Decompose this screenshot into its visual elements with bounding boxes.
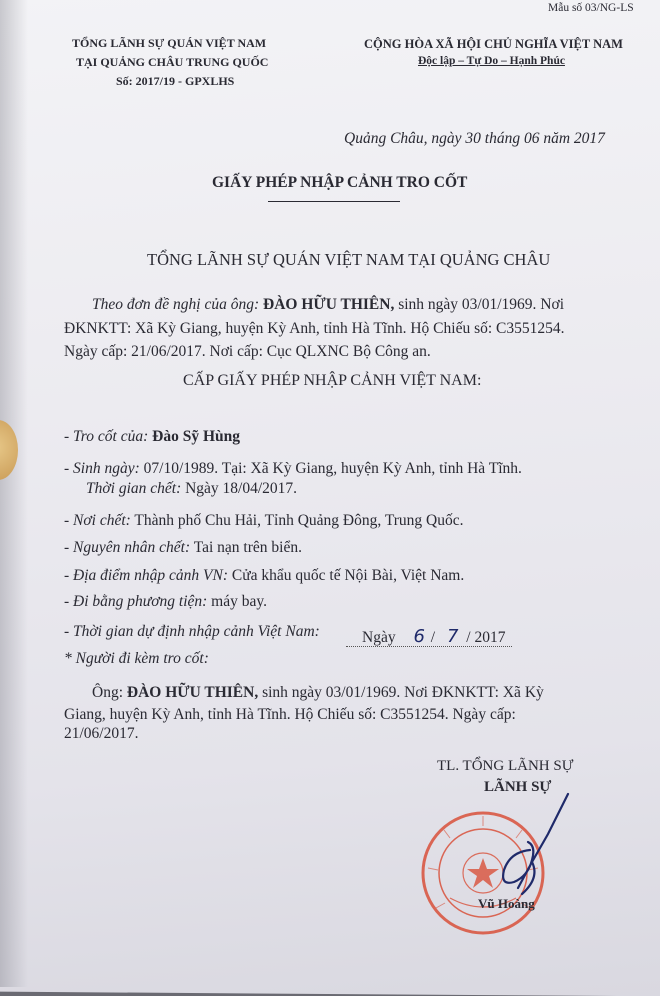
entry-time-label: - Thời gian dự định nhập cảnh Việt Nam: [64, 623, 320, 640]
national-motto: Độc lập – Tự Do – Hạnh Phúc [418, 55, 565, 67]
form-number: Mẫu số 03/NG-LS [548, 2, 634, 14]
transport-value: máy bay. [211, 593, 267, 610]
transport-row [64, 593, 267, 611]
entry-point-label: - Địa điểm nhập cảnh VN: [64, 567, 229, 584]
death-place-value: Thành phố Chu Hải, Tỉnh Quảng Đông, Trung Quốc. [134, 512, 464, 529]
applicant-name: ĐÀO HỮU THIÊN, [263, 296, 395, 313]
request-line-1 [92, 296, 564, 314]
place-date: Quảng Châu, ngày 30 tháng 06 năm 2017 [344, 130, 605, 147]
transport-label: - Đi bằng phương tiện: [64, 593, 208, 610]
entry-year: / 2017 [466, 629, 506, 646]
handwritten-signature [470, 790, 580, 910]
cause-row [64, 539, 302, 557]
companion-line-3: 21/06/2017. [64, 725, 139, 742]
companion-prefix: Ông: [92, 684, 123, 701]
signatory-title: LÃNH SỰ [484, 779, 552, 795]
deceased-name: Đào Sỹ Hùng [152, 428, 240, 445]
applicant-dob: sinh ngày 03/01/1969. Nơi [398, 296, 564, 313]
document-title: GIẤY PHÉP NHẬP CẢNH TRO CỐT [212, 174, 468, 191]
entry-day-handwritten: 6 [413, 626, 425, 647]
embassy-name: TỔNG LÃNH SỰ QUÁN VIỆT NAM [72, 36, 267, 50]
ash-of-row [64, 428, 240, 446]
entry-month-handwritten: 7 [446, 626, 459, 647]
embassy-location: TẠI QUẢNG CHÂU TRUNG QUỐC [76, 55, 269, 69]
companion-dob: sinh ngày 03/01/1969. Nơi ĐKNKTT: Xã Kỳ [262, 684, 544, 701]
entry-time-value [362, 626, 505, 647]
request-line-3: Ngày cấp: 21/06/2017. Nơi cấp: Cục QLXNC Bộ Công an. [64, 343, 431, 360]
request-line-2: ĐKNKTT: Xã Kỳ Giang, huyện Kỳ Anh, tỉnh Hà Tĩnh. Hộ Chiếu số: C3551254. [64, 320, 565, 337]
entry-date-dotted-line [346, 646, 512, 647]
issuer: TỔNG LÃNH SỰ QUÁN VIỆT NAM TẠI QUẢNG CHÂU [147, 250, 551, 269]
grant-heading: CẤP GIẤY PHÉP NHẬP CẢNH VIỆT NAM: [183, 372, 482, 389]
cause-value: Tai nạn trên biển. [193, 539, 302, 556]
dob-label: - Sinh ngày: [64, 460, 140, 477]
death-time-row [86, 480, 297, 498]
signatory-on-behalf: TL. TỔNG LÃNH SỰ [437, 758, 574, 774]
signatory-name: Vũ Hoàng [478, 896, 535, 911]
entry-time-prefix: Ngày [362, 629, 396, 646]
death-place-label: - Nơi chết: [64, 512, 131, 529]
companion-line-1 [92, 684, 544, 702]
request-intro: Theo đơn đề nghị của ông: [92, 296, 260, 313]
entry-point-row [64, 567, 464, 585]
companion-line-2: Giang, huyện Kỳ Anh, tỉnh Hà Tĩnh. Hộ Chiếu số: C3551254. Ngày cấp: [64, 706, 516, 723]
death-time-value: Ngày 18/04/2017. [185, 480, 298, 497]
date-slash: / [430, 629, 436, 646]
dob-row [64, 460, 522, 478]
death-time-label: Thời gian chết: [86, 480, 182, 497]
death-place-row [64, 512, 464, 530]
page-shadow [0, 0, 28, 987]
dob-value: 07/10/1989. Tại: Xã Kỳ Giang, huyện Kỳ Anh, tỉnh Hà Tĩnh. [143, 460, 522, 477]
ash-of-label: - Tro cốt của: [64, 428, 149, 445]
entry-point-value: Cửa khẩu quốc tế Nội Bài, Việt Nam. [231, 567, 465, 584]
cause-label: - Nguyên nhân chết: [64, 539, 191, 556]
country-name: CỘNG HÒA XÃ HỘI CHỦ NGHĨA VIỆT NAM [364, 37, 623, 51]
companion-name: ĐÀO HỮU THIÊN, [126, 684, 259, 701]
title-underline [268, 201, 400, 202]
reference-number: Số: 2017/19 - GPXLHS [116, 74, 235, 88]
companion-label: * Người đi kèm tro cốt: [64, 650, 209, 667]
